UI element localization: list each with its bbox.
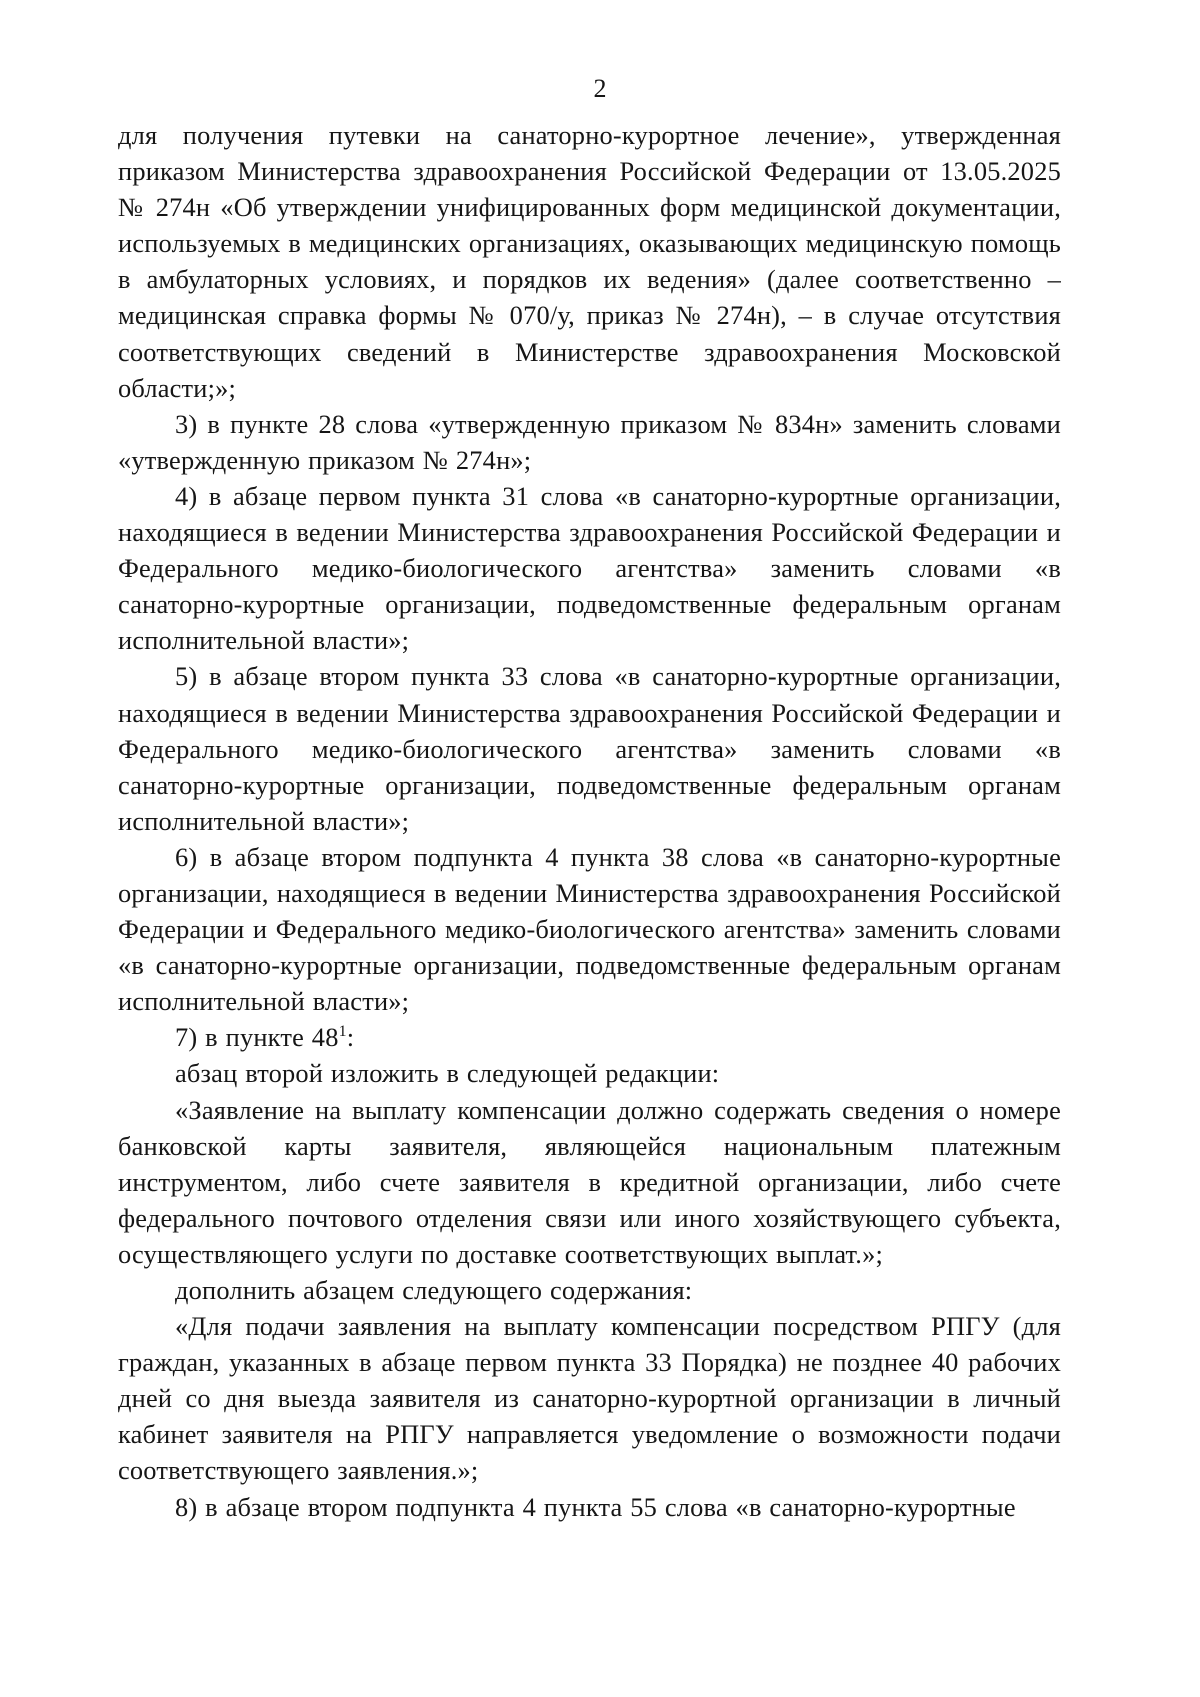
paragraph-quote-rpgu-notification: «Для подачи заявления на выплату компенсации посредством РПГУ (для граждан, указанных в абзаце первом пункта 33 Порядка) не позднее 40 рабочих дней со дня выезда заявителя из санаторно-курортной организации в личный кабинет заявителя на РПГУ направляется уведомление о возможности подачи соответствующего заявления.»; — [118, 1311, 1061, 1486]
paragraph-item-5: 5) в абзаце втором пункта 33 слова «в санаторно-курортные организации, находящиеся в ведении Министерства здравоохранения Российской Федерации и Федерального медико-биологического агентства» заменить словами «в санаторно-курортные организации, подведомственные федеральным органам исполнительной власти»; — [118, 661, 1061, 836]
document-body — [118, 117, 1061, 1525]
paragraph-item-6: 6) в абзаце втором подпункта 4 пункта 38 слова «в санаторно-курортные организации, находящиеся в ведении Министерства здравоохранения Российской Федерации и Федерального медико-биологического агентства» заменить словами «в санаторно-курортные организации, подведомственные федеральным органам исполнительной власти»; — [118, 841, 1061, 1017]
paragraph-quote-compensation-application: «Заявление на выплату компенсации должно содержать сведения о номере банковской карты заявителя, являющейся национальным платежным инструментом, либо счете заявителя в кредитной организации, либо счете федерального почтового отделения связи или иного хозяйствующего субъекта, осуществляющего услуги по доставке соответствующих выплат.»; — [118, 1094, 1061, 1269]
paragraph-continuation: для получения путевки на санаторно-курортное лечение», утвержденная приказом Министерства здравоохранения Российской Федерации от 13.05.2025 № 274н «Об утверждении унифицированных форм медицинской документации, используемых в медицинских организациях, оказывающих медицинскую помощь в амбулаторных условиях, и порядков их ведения» (далее соответственно – медицинская справка формы № 070/у, приказ № 274н), – в случае отсутствия соответствующих сведений в Министерстве здравоохранения Московской области;»; — [118, 120, 1061, 403]
paragraph-item-7 — [118, 1019, 1061, 1055]
paragraph-item-3: 3) в пункте 28 слова «утвержденную приказом № 834н» заменить словами «утвержденную приказом № 274н»; — [118, 408, 1061, 475]
paragraph-item-8: 8) в абзаце втором подпункта 4 пункта 55 слова «в санаторно-курортные — [175, 1491, 1016, 1522]
page-number: 2 — [593, 74, 607, 103]
paragraph-instruction-add-abzac: дополнить абзацем следующего содержания: — [175, 1275, 693, 1305]
item-7-superscript: 1 — [338, 1023, 347, 1041]
item-7-text: 7) в пункте 48 — [175, 1022, 339, 1053]
paragraph-instruction-second-abzac: абзац второй изложить в следующей редакции: — [175, 1058, 720, 1089]
paragraph-item-4: 4) в абзаце первом пункта 31 слова «в санаторно-курортные организации, находящиеся в ведении Министерства здравоохранения Российской Федерации и Федерального медико-биологического агентства» заменить словами «в санаторно-курортные организации, подведомственные федеральным органам исполнительной власти»; — [118, 480, 1061, 656]
item-7-suffix: : — [346, 1022, 355, 1053]
